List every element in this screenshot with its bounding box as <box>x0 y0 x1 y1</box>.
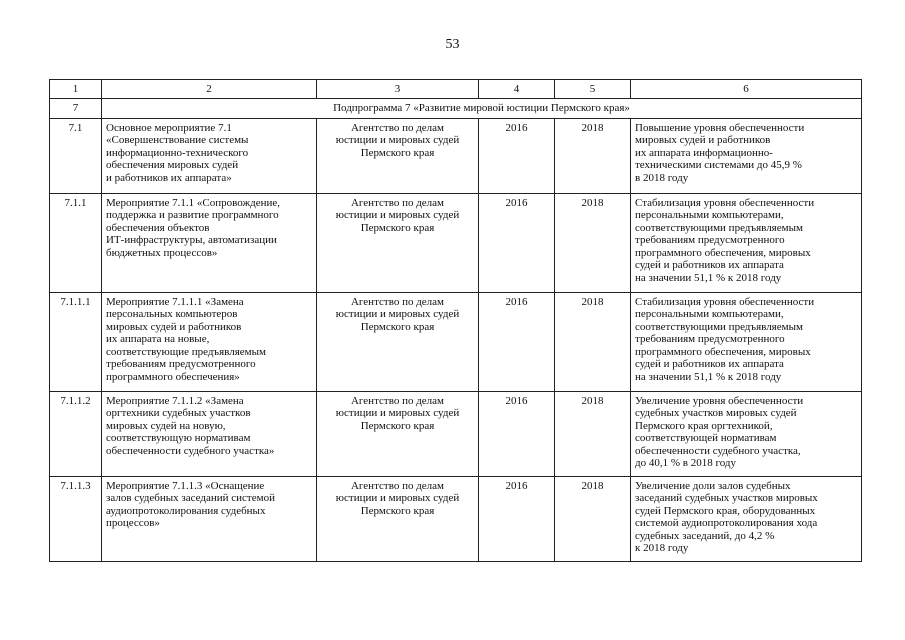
result-line: судей и работников их аппарата <box>635 259 784 271</box>
start-year: 2016 <box>479 391 555 476</box>
event-name-line: поддержка и развитие программного <box>106 209 279 221</box>
agency-line: Пермского края <box>360 221 435 234</box>
row-number: 7.1.1.1 <box>50 292 102 391</box>
end-year: 2018 <box>555 391 631 476</box>
event-name-cell <box>102 118 317 193</box>
subprogram-title: Подпрограмма 7 «Развитие мировой юстиции Пермского края» <box>102 98 862 118</box>
start-year: 2016 <box>479 292 555 391</box>
result-line: программного обеспечения, мировых <box>635 246 811 259</box>
table-row <box>50 193 862 292</box>
event-name-line: Мероприятие 7.1.1.1 «Замена <box>106 295 244 308</box>
result-line: к 2018 году <box>635 542 689 554</box>
result-line: техническими системами до 45,9 % <box>635 159 802 171</box>
row-number: 7.1.1.2 <box>50 391 102 476</box>
column-header-2: 2 <box>102 80 317 99</box>
event-name-line: обеспечения мировых судей <box>106 159 239 171</box>
result-line: программного обеспечения, мировых <box>635 345 811 358</box>
event-name-line: обеспеченности судебного участка» <box>106 444 275 457</box>
result-line: судей и работников их аппарата <box>635 358 784 370</box>
end-year: 2018 <box>555 476 631 561</box>
result-line: судебных заседаний, до 4,2 % <box>635 529 775 542</box>
start-year: 2016 <box>479 476 555 561</box>
end-year: 2018 <box>555 292 631 391</box>
result-line: заседаний судебных участков мировых <box>635 492 818 504</box>
program-table <box>49 79 862 562</box>
end-year: 2018 <box>555 193 631 292</box>
result-line: Повышение уровня обеспеченности <box>635 121 805 134</box>
event-name-line: Мероприятие 7.1.1.3 «Оснащение <box>106 479 265 492</box>
result-line: в 2018 году <box>635 171 689 184</box>
event-name-line: оргтехники судебных участков <box>106 407 251 419</box>
agency-line: Агентство по делам <box>350 121 445 134</box>
result-line: персональными компьютерами, <box>635 209 784 221</box>
agency-line: юстиции и мировых судей <box>335 492 460 504</box>
result-line: соответствующими предъявляемым <box>635 320 803 333</box>
column-header-1: 1 <box>50 80 102 99</box>
result-line: судей Пермского края, оборудованных <box>635 504 816 517</box>
event-name-line: Основное мероприятие 7.1 <box>106 121 232 134</box>
result-cell <box>631 292 862 391</box>
result-line: на значении 51,1 % к 2018 году <box>635 370 782 383</box>
result-line: персональными компьютерами, <box>635 308 784 320</box>
event-name-line: и работников их аппарата» <box>106 171 232 184</box>
result-cell <box>631 476 862 561</box>
row-number: 7.1.1 <box>50 193 102 292</box>
table-body <box>50 80 862 562</box>
table-row <box>50 476 862 561</box>
result-line: требованиям предусмотренного <box>635 333 785 345</box>
result-line: на значении 51,1 % к 2018 году <box>635 271 782 284</box>
result-line: Пермского края оргтехникой, <box>635 419 773 432</box>
result-line: требованиям предусмотренного <box>635 234 785 246</box>
event-name-line: информационно-технического <box>106 146 249 159</box>
event-name-line: персональных компьютеров <box>106 308 238 320</box>
row-number: 7.1 <box>50 118 102 193</box>
subprogram-number: 7 <box>50 98 102 118</box>
agency-line: Агентство по делам <box>350 196 445 209</box>
column-number-row <box>50 80 862 99</box>
event-name-line: их аппарата на новые, <box>106 333 210 345</box>
result-line: соответствующей нормативам <box>635 432 777 444</box>
result-cell <box>631 193 862 292</box>
event-name-line: «Совершенствование системы <box>106 134 249 146</box>
agency-line: юстиции и мировых судей <box>335 308 460 320</box>
agency-line: Пермского края <box>360 146 435 159</box>
event-name-cell <box>102 193 317 292</box>
table-row <box>50 118 862 193</box>
start-year: 2016 <box>479 193 555 292</box>
event-name-line: обеспечения объектов <box>106 221 210 234</box>
agency-line: Пермского края <box>360 419 435 432</box>
result-line: их аппарата информационно- <box>635 146 773 159</box>
agency-cell <box>317 292 479 391</box>
result-line: соответствующими предъявляемым <box>635 221 803 234</box>
column-header-5: 5 <box>555 80 631 99</box>
event-name-cell <box>102 476 317 561</box>
agency-line: юстиции и мировых судей <box>335 134 460 146</box>
result-cell <box>631 118 862 193</box>
agency-line: юстиции и мировых судей <box>335 209 460 221</box>
result-line: судебных участков мировых судей <box>635 407 797 419</box>
result-cell <box>631 391 862 476</box>
agency-line: юстиции и мировых судей <box>335 407 460 419</box>
event-name-line: Мероприятие 7.1.1.2 «Замена <box>106 394 244 407</box>
result-line: Стабилизация уровня обеспеченности <box>635 196 815 209</box>
page-number: 53 <box>445 37 460 52</box>
event-name-line: процессов» <box>106 517 160 529</box>
event-name-line: соответствующие предъявляемым <box>106 345 266 358</box>
agency-cell <box>317 193 479 292</box>
table-row <box>50 391 862 476</box>
agency-line: Агентство по делам <box>350 479 445 492</box>
column-header-3: 3 <box>317 80 479 99</box>
subprogram-row <box>50 98 862 118</box>
result-line: Увеличение уровня обеспеченности <box>635 394 804 407</box>
agency-line: Пермского края <box>360 504 435 517</box>
agency-cell <box>317 391 479 476</box>
event-name-line: залов судебных заседаний системой <box>106 492 275 504</box>
agency-line: Пермского края <box>360 320 435 333</box>
column-header-6: 6 <box>631 80 862 99</box>
event-name-line: аудиопротоколирования судебных <box>106 504 266 517</box>
result-line: Увеличение доли залов судебных <box>635 479 791 492</box>
event-name-line: ИТ-инфраструктуры, автоматизации <box>106 234 277 246</box>
start-year: 2016 <box>479 118 555 193</box>
column-header-4: 4 <box>479 80 555 99</box>
agency-line: Агентство по делам <box>350 295 445 308</box>
event-name-line: Мероприятие 7.1.1 «Сопровождение, <box>106 196 280 209</box>
agency-line: Агентство по делам <box>350 394 445 407</box>
event-name-cell <box>102 391 317 476</box>
row-number: 7.1.1.3 <box>50 476 102 561</box>
event-name-cell <box>102 292 317 391</box>
event-name-line: мировых судей и работников <box>106 320 242 333</box>
event-name-line: бюджетных процессов» <box>106 246 218 259</box>
agency-cell <box>317 118 479 193</box>
result-line: до 40,1 % в 2018 году <box>635 457 736 469</box>
agency-cell <box>317 476 479 561</box>
result-line: обеспеченности судебного участка, <box>635 444 801 457</box>
event-name-line: соответствующую нормативам <box>106 432 251 444</box>
result-line: Стабилизация уровня обеспеченности <box>635 295 815 308</box>
table-row <box>50 292 862 391</box>
event-name-line: мировых судей на новую, <box>106 419 226 432</box>
end-year: 2018 <box>555 118 631 193</box>
event-name-line: программного обеспечения» <box>106 370 240 383</box>
result-line: мировых судей и работников <box>635 134 771 146</box>
result-line: системой аудиопротоколирования хода <box>635 517 818 529</box>
event-name-line: требованиям предусмотренного <box>106 358 256 370</box>
